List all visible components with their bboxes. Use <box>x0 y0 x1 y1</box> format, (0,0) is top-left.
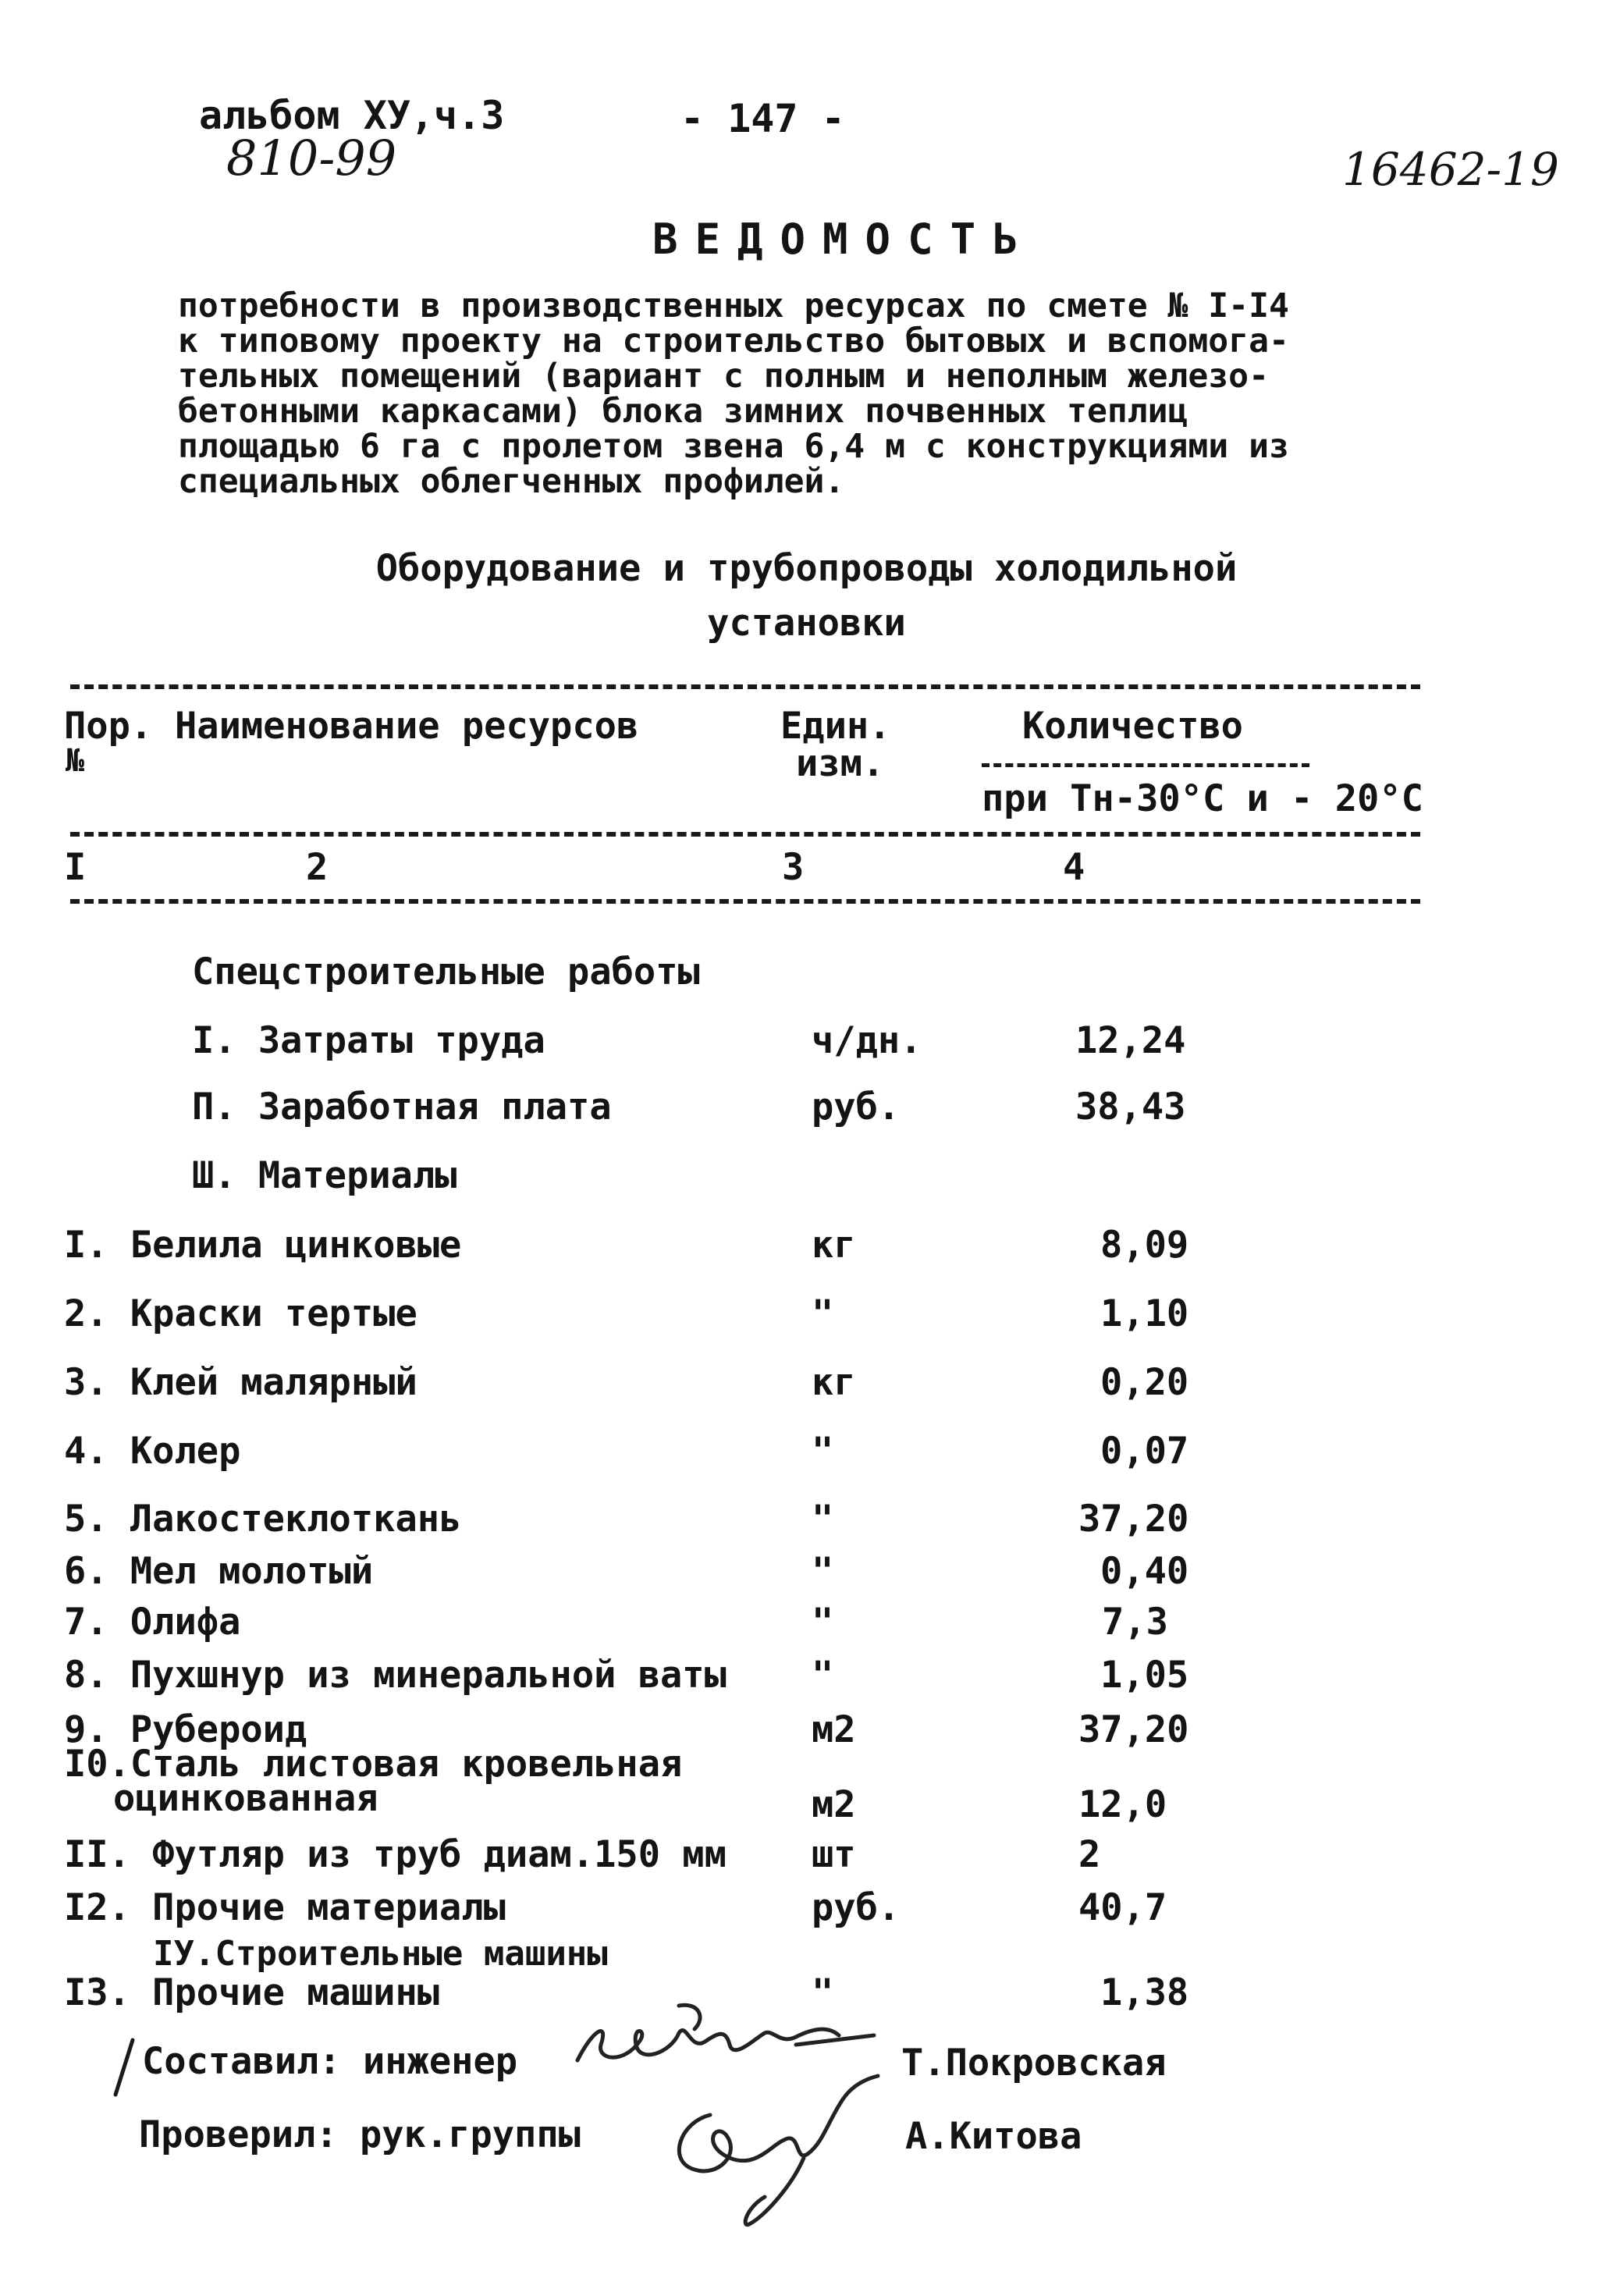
row-unit: шт <box>812 1833 856 1876</box>
table-row <box>0 1224 1613 1274</box>
group-materials: Ш. Материалы <box>192 1154 457 1197</box>
table-row <box>0 1292 1613 1342</box>
row-quantity: 1,05 <box>1100 1654 1189 1697</box>
row-quantity: 40,7 <box>1078 1886 1167 1929</box>
header-unit: Един. <box>780 705 891 748</box>
row-unit: кг <box>812 1361 856 1404</box>
row-quantity: 12,0 <box>1078 1783 1167 1826</box>
row-quantity: 38,43 <box>1075 1086 1186 1128</box>
handwritten-code-right: 16462-19 <box>1342 143 1559 196</box>
row-unit: кг <box>812 1224 856 1267</box>
row-quantity: 37,20 <box>1078 1498 1189 1541</box>
table-row <box>0 1550 1613 1600</box>
checked-by-label: Проверил: рук.группы <box>139 2113 581 2156</box>
row-unit: " <box>812 1550 834 1593</box>
row-quantity: 0,20 <box>1100 1361 1189 1404</box>
column-numbers-rule <box>70 899 1420 904</box>
table-row <box>0 1086 1613 1136</box>
group-machines: IУ.Строительные машины <box>153 1934 608 1974</box>
row-quantity: 0,40 <box>1100 1550 1189 1593</box>
header-num: Пор. <box>64 705 153 748</box>
row-name: II. Футляр из труб диам.150 мм <box>64 1833 727 1876</box>
column-number: 3 <box>782 846 805 889</box>
description-line: тельных помещений (вариант с полным и неполным железо- <box>178 357 1269 396</box>
page-number: - 147 - <box>680 96 845 141</box>
row-name: I0.Сталь листовая кровельная <box>64 1743 683 1786</box>
row-name: I. Белила цинковые <box>64 1224 462 1267</box>
table-row <box>0 1430 1613 1480</box>
album-label: альбом ХУ,ч.3 <box>199 93 505 138</box>
column-number: 4 <box>1063 846 1085 889</box>
row-quantity: 7,3 <box>1102 1601 1168 1644</box>
row-name: 8. Пухшнур из минеральной ваты <box>64 1654 727 1697</box>
row-name: 2. Краски тертые <box>64 1292 417 1335</box>
row-unit: руб. <box>812 1886 901 1929</box>
signature-checker <box>656 2068 890 2232</box>
table-row <box>0 1601 1613 1651</box>
section-title-line1: Оборудование и трубопроводы холодильной <box>375 547 1238 590</box>
row-unit: " <box>812 1601 834 1644</box>
row-name: 5. Лакостеклоткань <box>64 1498 462 1541</box>
row-quantity: 37,20 <box>1078 1708 1189 1751</box>
row-quantity: 12,24 <box>1075 1019 1186 1062</box>
row-quantity: 1,10 <box>1100 1292 1189 1335</box>
row-name: 7. Олифа <box>64 1601 241 1644</box>
row-unit: " <box>812 1292 834 1335</box>
header-quantity: Количество <box>1022 705 1243 748</box>
row-name: 3. Клей малярный <box>64 1361 417 1404</box>
header-sub-rule <box>982 763 1309 767</box>
row-unit: ч/дн. <box>812 1019 922 1062</box>
row-unit: " <box>812 1971 834 2014</box>
row-name: 4. Колер <box>64 1430 241 1473</box>
row-unit: м2 <box>812 1708 856 1751</box>
row-name: 6. Мел молотый <box>64 1550 374 1593</box>
row-name: 9. Рубероид <box>64 1708 307 1751</box>
row-quantity: 0,07 <box>1100 1430 1189 1473</box>
description-line: потребности в производственных ресурсах по смете № I-I4 <box>178 286 1289 325</box>
compiled-by-name: Т.Покровская <box>901 2042 1167 2085</box>
row-unit: м2 <box>812 1783 856 1826</box>
table-row <box>0 1886 1613 1936</box>
description-line: к типовому проекту на строительство бытовых и вспомога- <box>178 322 1289 361</box>
table-row <box>0 1498 1613 1548</box>
row-name: П. Заработная плата <box>192 1086 612 1128</box>
row-quantity: 8,09 <box>1100 1224 1189 1267</box>
table-top-rule <box>70 684 1420 689</box>
description-line: бетонными каркасами) блока зимних почвенных теплиц <box>178 392 1188 431</box>
row-name: I2. Прочие материалы <box>64 1886 506 1929</box>
header-num-sign: № <box>66 743 85 779</box>
compiled-by-label: Составил: инженер <box>142 2040 518 2083</box>
row-unit: " <box>812 1498 834 1541</box>
group-spec-works: Спецстроительные работы <box>192 951 700 993</box>
row-quantity: 2 <box>1078 1833 1101 1876</box>
column-number: 2 <box>306 846 329 889</box>
row-unit: руб. <box>812 1086 901 1128</box>
row-name-continued: оцинкованная <box>113 1777 378 1820</box>
header-bottom-rule <box>70 832 1420 837</box>
document-title: ВЕДОМОСТЬ <box>652 215 1036 264</box>
row-name: I. Затраты труда <box>192 1019 545 1062</box>
row-unit: " <box>812 1430 834 1473</box>
table-row <box>0 1833 1613 1883</box>
table-row <box>0 1743 1613 1839</box>
checked-by-name: А.Китова <box>905 2115 1082 2158</box>
header-quantity-condition: при Тн-30°С и - 20°С <box>982 777 1423 820</box>
row-unit: " <box>812 1654 834 1697</box>
table-row <box>0 1361 1613 1411</box>
section-title-line2: установки <box>707 602 906 645</box>
handwritten-code-left: 810-99 <box>226 130 397 187</box>
description-line: специальных облегченных профилей. <box>178 462 845 501</box>
table-row <box>0 1654 1613 1704</box>
header-unit-abbr: изм. <box>796 742 885 785</box>
row-quantity: 1,38 <box>1100 1971 1189 2014</box>
table-row <box>0 1019 1613 1069</box>
description-paragraph <box>178 286 1395 501</box>
description-line: площадью 6 га с пролетом звена 6,4 м с конструкциями из <box>178 427 1289 466</box>
header-name: Наименование ресурсов <box>175 705 639 748</box>
column-number: I <box>64 846 87 889</box>
margin-slash-mark <box>109 2037 140 2099</box>
row-name: I3. Прочие машины <box>64 1971 440 2014</box>
